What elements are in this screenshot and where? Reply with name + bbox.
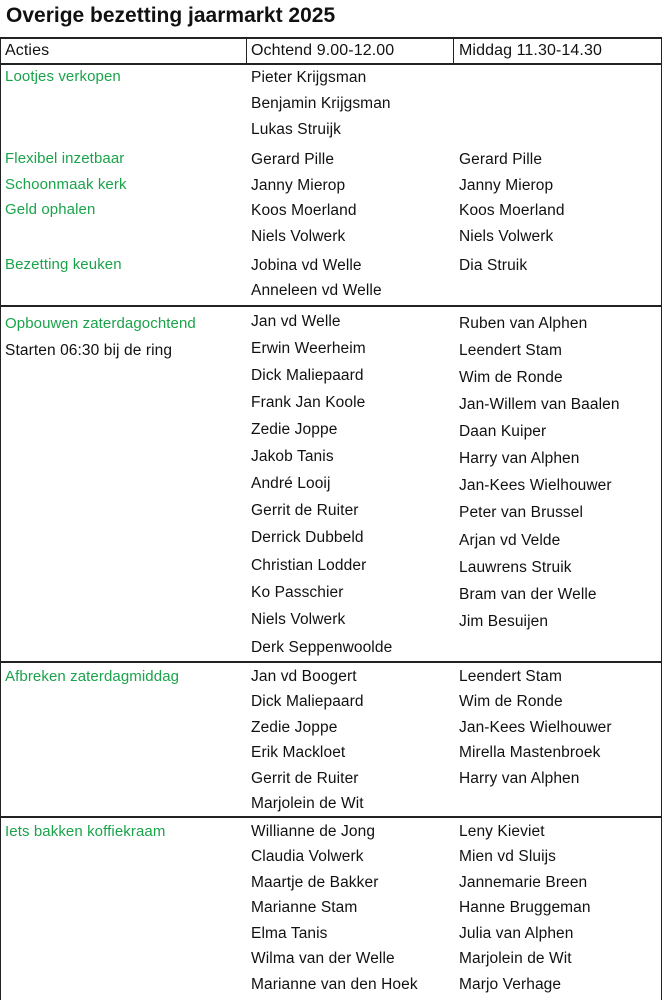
- volunteer-name: Peter van Brussel: [459, 504, 584, 521]
- action-label-keuken: Bezetting keuken: [5, 256, 122, 273]
- section-divider: [0, 305, 662, 307]
- volunteer-name: Wim de Ronde: [459, 693, 563, 710]
- header-col-divider: [453, 37, 454, 63]
- volunteer-name: André Looij: [251, 475, 331, 492]
- action-label-flexibel: Flexibel inzetbaar: [5, 150, 125, 167]
- volunteer-name: Gerard Pille: [459, 151, 543, 168]
- action-label-schoonmaak: Schoonmaak kerk: [5, 176, 127, 193]
- volunteer-name: Julia van Alphen: [459, 925, 574, 942]
- volunteer-name: Jan-Kees Wielhouwer: [459, 477, 612, 494]
- volunteer-name: Benjamin Krijgsman: [251, 95, 391, 112]
- volunteer-name: Lukas Struijk: [251, 121, 342, 138]
- volunteer-name: Gerrit de Ruiter: [251, 502, 359, 519]
- volunteer-name: Derrick Dubbeld: [251, 529, 364, 546]
- volunteer-name: Jan-Kees Wielhouwer: [459, 719, 612, 736]
- volunteer-name: Mirella Mastenbroek: [459, 744, 601, 761]
- action-label-geld: Geld ophalen: [5, 201, 96, 218]
- volunteer-name: Jim Besuijen: [459, 613, 549, 630]
- volunteer-name: Marjo Verhage: [459, 976, 562, 993]
- volunteer-name: Daan Kuiper: [459, 423, 547, 440]
- volunteer-name: Dick Maliepaard: [251, 693, 364, 710]
- volunteer-name: Harry van Alphen: [459, 770, 580, 787]
- header-middag: Middag 11.30-14.30: [459, 42, 602, 59]
- volunteer-name: Gerard Pille: [251, 151, 335, 168]
- volunteer-name: Willianne de Jong: [251, 823, 376, 840]
- header-ochtend: Ochtend 9.00-12.00: [251, 42, 395, 59]
- volunteer-name: Bram van der Welle: [459, 586, 597, 603]
- action-label-afbreken: Afbreken zaterdagmiddag: [5, 668, 180, 685]
- volunteer-name: Koos Moerland: [251, 202, 357, 219]
- volunteer-name: Maartje de Bakker: [251, 874, 379, 891]
- table-top-border: [0, 37, 662, 39]
- volunteer-name: Niels Volwerk: [459, 228, 554, 245]
- volunteer-name: Frank Jan Koole: [251, 394, 366, 411]
- volunteer-name: Zedie Joppe: [251, 421, 338, 438]
- volunteer-name: Claudia Volwerk: [251, 848, 364, 865]
- header-acties: Acties: [5, 42, 50, 59]
- volunteer-name: Ko Passchier: [251, 584, 344, 601]
- volunteer-name: Leendert Stam: [459, 668, 562, 685]
- table-right-border: [661, 37, 662, 1000]
- section-divider: [0, 816, 662, 818]
- volunteer-name: Janny Mierop: [459, 177, 554, 194]
- volunteer-name: Marianne van den Hoek: [251, 976, 418, 993]
- volunteer-name: Leendert Stam: [459, 342, 562, 359]
- volunteer-name: Christian Lodder: [251, 557, 367, 574]
- schedule-table: [0, 37, 664, 1000]
- table-left-border: [0, 37, 1, 1000]
- volunteer-name: Janny Mierop: [251, 177, 346, 194]
- volunteer-name: Wim de Ronde: [459, 369, 563, 386]
- volunteer-name: Lauwrens Struik: [459, 559, 572, 576]
- volunteer-name: Gerrit de Ruiter: [251, 770, 359, 787]
- volunteer-name: Niels Volwerk: [251, 228, 346, 245]
- volunteer-name: Jobina vd Welle: [251, 257, 362, 274]
- volunteer-name: Marjolein de Wit: [459, 950, 572, 967]
- action-label-bakken: Iets bakken koffiekraam: [5, 823, 166, 840]
- volunteer-name: Wilma van der Welle: [251, 950, 395, 967]
- volunteer-name: Mien vd Sluijs: [459, 848, 557, 865]
- volunteer-name: Jan vd Welle: [251, 313, 341, 330]
- volunteer-name: Elma Tanis: [251, 925, 328, 942]
- action-note: Starten 06:30 bij de ring: [5, 342, 173, 359]
- section-divider: [0, 661, 662, 663]
- volunteer-name: Jakob Tanis: [251, 448, 334, 465]
- volunteer-name: Jan-Willem van Baalen: [459, 396, 620, 413]
- volunteer-name: Harry van Alphen: [459, 450, 580, 467]
- volunteer-name: Marianne Stam: [251, 899, 358, 916]
- volunteer-name: Jannemarie Breen: [459, 874, 588, 891]
- volunteer-name: Niels Volwerk: [251, 611, 346, 628]
- volunteer-name: Hanne Bruggeman: [459, 899, 591, 916]
- volunteer-name: Pieter Krijgsman: [251, 69, 367, 86]
- action-label-opbouwen: Opbouwen zaterdagochtend: [5, 315, 196, 332]
- volunteer-name: Erik Mackloet: [251, 744, 346, 761]
- volunteer-name: Leny Kieviet: [459, 823, 545, 840]
- volunteer-name: Jan vd Boogert: [251, 668, 357, 685]
- volunteer-name: Koos Moerland: [459, 202, 565, 219]
- volunteer-name: Marjolein de Wit: [251, 795, 364, 812]
- volunteer-name: Dick Maliepaard: [251, 367, 364, 384]
- volunteer-name: Erwin Weerheim: [251, 340, 366, 357]
- volunteer-name: Zedie Joppe: [251, 719, 338, 736]
- action-label-lootjes: Lootjes verkopen: [5, 68, 121, 85]
- volunteer-name: Dia Struik: [459, 257, 528, 274]
- header-col-divider: [246, 37, 247, 63]
- volunteer-name: Anneleen vd Welle: [251, 282, 382, 299]
- volunteer-name: Ruben van Alphen: [459, 315, 588, 332]
- volunteer-name: Arjan vd Velde: [459, 532, 561, 549]
- page-title: Overige bezetting jaarmarkt 2025: [6, 4, 336, 27]
- volunteer-name: Derk Seppenwoolde: [251, 639, 393, 656]
- header-bottom-border: [0, 63, 662, 65]
